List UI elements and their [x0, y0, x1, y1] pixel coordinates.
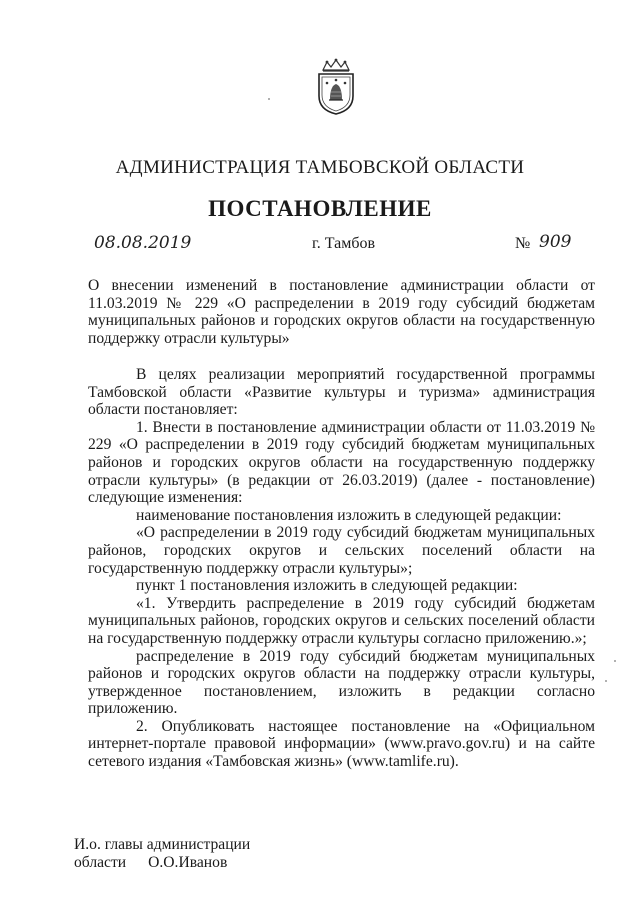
administration-title: АДМИНИСТРАЦИЯ ТАМБОВСКОЙ ОБЛАСТИ — [115, 157, 525, 178]
signature-block — [74, 836, 250, 871]
scan-speck — [614, 660, 616, 662]
document-city: г. Тамбов — [312, 235, 376, 252]
document-number: 909 — [539, 232, 572, 252]
scan-speck — [268, 98, 270, 100]
document-date: 08.08.2019 — [94, 233, 192, 253]
coat-of-arms-icon — [313, 58, 359, 116]
clause-1-instruction-paragraph: пункт 1 постановления изложить в следующей редакции: — [136, 577, 518, 595]
distribution-paragraph: распределение в 2019 году субсидий бюджетам муниципальных районов и городских округов области на поддержку отрасли культуры, утвержденное постановлением, изложить в редакции согласно приложению. — [88, 647, 595, 718]
rename-instruction-paragraph: наименование постановления изложить в следующей редакции: — [136, 506, 562, 524]
document-number-label: № — [515, 235, 531, 252]
document-body — [88, 366, 595, 771]
new-clause-1-paragraph: «1. Утвердить распределение в 2019 году субсидий бюджетам муниципальных районов, городских округов и сельских поселений области на государственную поддержку отрасли культуры согласно приложению.»; — [88, 594, 595, 647]
preamble-paragraph: В целях реализации мероприятий государственной программы Тамбовской области «Развитие культуры и туризма» администрация области постановляет: — [88, 366, 595, 419]
document-subject: О внесении изменений в постановление администрации области от 11.03.2019 № 229 «О распределении в 2019 году субсидий бюджетам муниципальных районов и городских округов области на государственную поддержку отрасли культуры» — [88, 277, 595, 347]
scan-speck — [605, 680, 607, 682]
signatory-position-line2: области — [74, 853, 127, 871]
signatory-position-line1: И.о. главы администрации — [74, 836, 251, 853]
signatory-position-line2-row — [74, 854, 250, 872]
document-type-title: ПОСТАНОВЛЕНИЕ — [208, 196, 432, 221]
clause-2-paragraph: 2. Опубликовать настоящее постановление на «Официальном интернет-портале правовой информации» (www.pravo.gov.ru) и на сайте сетевого издания «Тамбовская жизнь» (www.tamlife.ru). — [88, 717, 595, 771]
new-title-paragraph: «О распределении в 2019 году субсидий бюджетам муниципальных районов, городских округов и сельских поселений области на государственную поддержку отрасли культуры»; — [88, 524, 595, 577]
signatory-name: О.О.Иванов — [148, 853, 228, 871]
clause-1-paragraph: 1. Внести в постановление администрации области от 11.03.2019 № 229 «О распределении в 2019 году субсидий бюджетам муниципальных районов и городских округов области на государственную поддержку отрасли культуры» (в редакции от 26.03.2019) (далее - постановление) следующие изменения: — [88, 418, 595, 507]
